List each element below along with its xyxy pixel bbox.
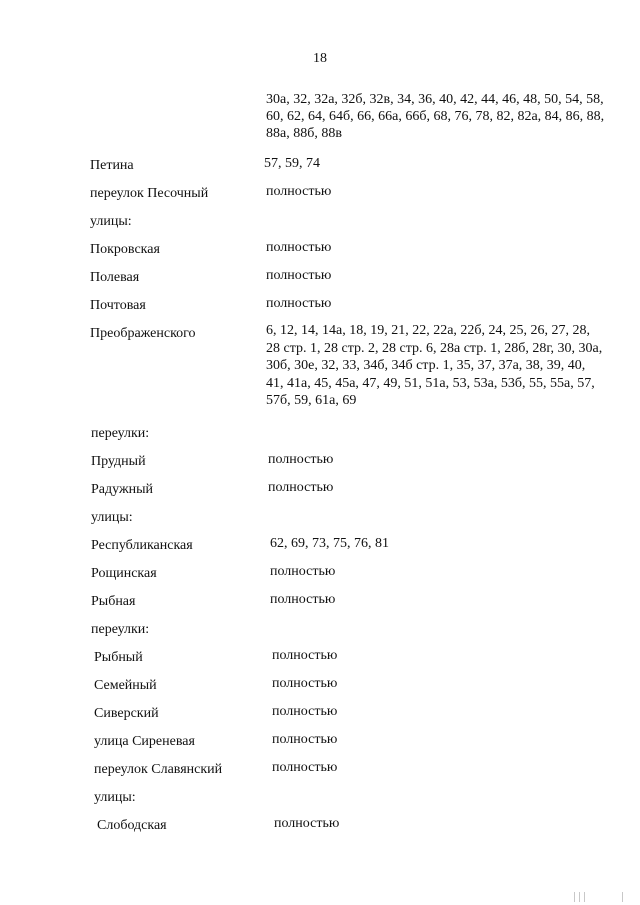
street-name: Преображенского (90, 326, 196, 341)
street-coverage: полностью (272, 704, 338, 719)
street-name: Слободская (97, 818, 167, 833)
street-coverage: полностью (266, 184, 332, 199)
page-number: 18 (313, 51, 327, 66)
street-name: Петина (90, 158, 134, 173)
street-coverage: полностью (270, 564, 336, 579)
header-house-numbers: 30а, 32, 32а, 32б, 32в, 34, 36, 40, 42, 44, 46, 48, 50, 54, 58, 60, 62, 64, 64б, 66, 66а, 66б, 68, 76, 78, 82, 82а, 84, 86, 88, 88а, 88б, 88в (266, 92, 605, 141)
section-heading: переулки: (91, 622, 150, 637)
street-coverage: полностью (268, 452, 334, 467)
scan-mark (579, 892, 580, 902)
street-name: переулок Славянский (94, 762, 223, 777)
street-name: Прудный (91, 454, 146, 469)
section-heading: улицы: (91, 510, 133, 525)
street-name: Радужный (91, 482, 154, 497)
scan-mark (584, 892, 585, 902)
scan-mark (622, 892, 623, 902)
street-coverage: полностью (272, 676, 338, 691)
street-name: Почтовая (90, 298, 146, 313)
street-coverage: полностью (266, 296, 332, 311)
street-coverage: 57, 59, 74 (264, 156, 320, 171)
scan-mark (574, 892, 575, 902)
street-name: Рыбный (94, 650, 143, 665)
street-coverage: полностью (274, 816, 340, 831)
street-coverage: полностью (268, 480, 334, 495)
section-heading: улицы: (94, 790, 136, 805)
section-heading: переулки: (91, 426, 150, 441)
section-heading: улицы: (90, 214, 132, 229)
street-name: улица Сиреневая (94, 734, 195, 749)
street-name: Рощинская (91, 566, 157, 581)
street-coverage: 6, 12, 14, 14а, 18, 19, 21, 22, 22а, 22б, 24, 25, 26, 27, 28, 28 стр. 1, 28 стр. 2, 28 стр. 6, 28а стр. 1, 28б, 28г, 30, 30а, 30б, 30е, 32, 33, 34б, 34б стр. 1, 35, 37, 37а, 38, 39, 40, 41, 41а, 45, 45а, 47, 49, 51, 51а, 53, 53а, 53б, 55, 55а, 57, 57б, 59, 61а, 69 (266, 323, 603, 408)
street-coverage: полностью (272, 648, 338, 663)
street-coverage: полностью (270, 592, 336, 607)
street-name: Покровская (90, 242, 160, 257)
street-name: Семейный (94, 678, 157, 693)
street-name: Рыбная (91, 594, 136, 609)
street-name: Республиканская (91, 538, 193, 553)
street-coverage: полностью (266, 268, 332, 283)
street-coverage: полностью (272, 732, 338, 747)
street-coverage: полностью (266, 240, 332, 255)
street-coverage: 62, 69, 73, 75, 76, 81 (270, 536, 389, 551)
street-coverage: полностью (272, 760, 338, 775)
street-name: Полевая (90, 270, 140, 285)
street-name: Сиверский (94, 706, 159, 721)
street-name: переулок Песочный (90, 186, 209, 201)
